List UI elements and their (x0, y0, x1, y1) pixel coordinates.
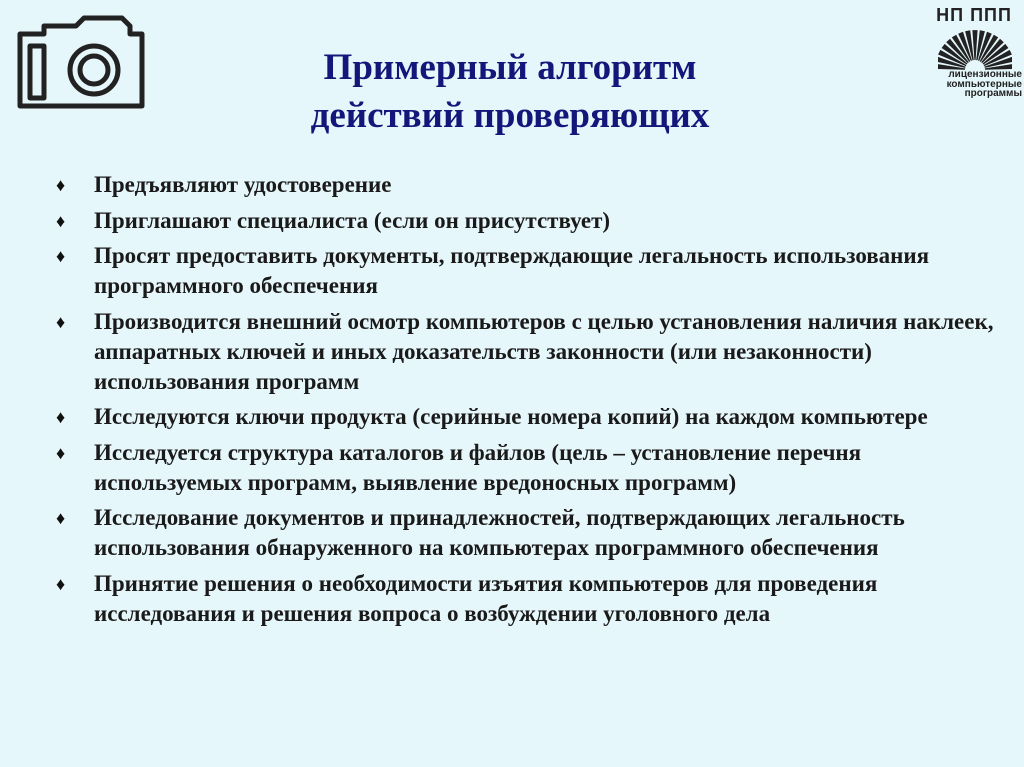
list-item (52, 307, 1012, 397)
camera-icon (14, 14, 148, 112)
diamond-bullet-icon: ♦ (56, 573, 66, 594)
diamond-bullet-icon: ♦ (56, 311, 66, 332)
list-item (52, 503, 1012, 563)
list-item-text: Принятие решения о необходимости изъятия компьютеров для проведения исследования и решения вопроса о возбуждении уголовного дела (94, 570, 878, 626)
title-line-2: действий проверяющих (310, 95, 710, 136)
list-item-text: Просят предоставить документы, подтверждающие легальность использования программного обеспечения (94, 243, 930, 298)
list-item (52, 170, 1012, 200)
title-line-1: Примерный алгоритм (323, 47, 697, 88)
list-item-text: Приглашают специалиста (если он присутствует) (94, 207, 611, 233)
diamond-bullet-icon: ♦ (56, 508, 66, 528)
list-item (52, 402, 1012, 432)
list-item (52, 438, 1012, 498)
logo-title: НП ППП (936, 5, 1012, 25)
logo-line: лицензионные (948, 69, 1022, 80)
list-item (52, 206, 1012, 236)
list-item (52, 569, 1012, 629)
page-title (150, 44, 870, 140)
diamond-bullet-icon: ♦ (56, 175, 66, 195)
logo-line: программы (964, 88, 1022, 99)
list-item-text: Исследуется структура каталогов и файлов (цель – установление перечня используемых программ, выявление вредоносных программ) (94, 439, 862, 495)
list-item (52, 241, 1012, 301)
bullet-list (52, 170, 1012, 634)
diamond-bullet-icon: ♦ (56, 246, 66, 266)
list-item-text: Производится внешний осмотр компьютеров с целью установления наличия наклеек, аппаратных ключей и иных доказательств законности (или незаконности) использования программ (94, 308, 994, 394)
sunburst-icon (938, 26, 1012, 70)
diamond-bullet-icon: ♦ (56, 442, 66, 463)
list-item-text: Исследование документов и принадлежностей, подтверждающих легальность использования обнаруженного на компьютерах программного обеспечения (94, 505, 905, 560)
diamond-bullet-icon: ♦ (56, 407, 66, 427)
list-item-text: Предъявляют удостоверение (94, 172, 392, 197)
list-item-text: Исследуются ключи продукта (серийные номера копий) на каждом компьютере (94, 404, 928, 429)
diamond-bullet-icon: ♦ (56, 210, 66, 231)
logo (926, 6, 1022, 102)
logo-line: компьютерные (946, 78, 1022, 90)
logo-caption (926, 70, 1022, 99)
